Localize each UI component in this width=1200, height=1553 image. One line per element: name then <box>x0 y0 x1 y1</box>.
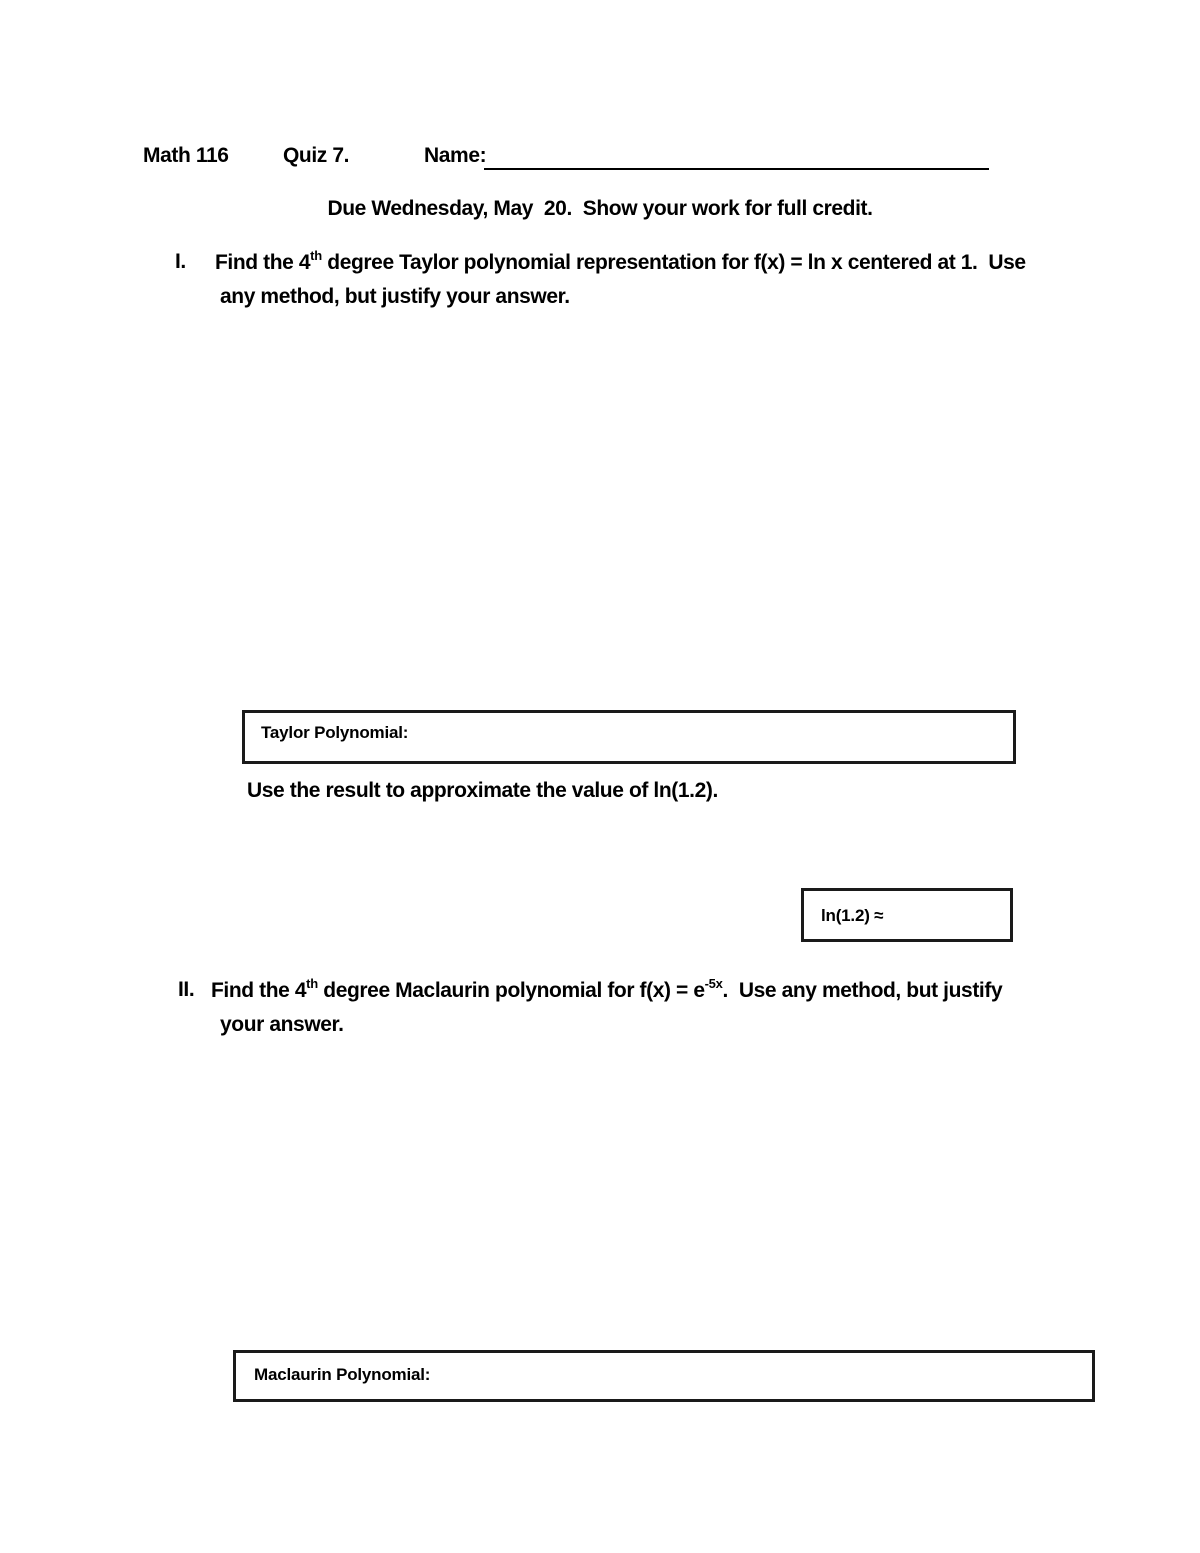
superscript-minus-5x: -5x <box>704 976 723 991</box>
problem1-line1-post: degree Taylor polynomial representation for f(x) = ln x centered at 1. Use <box>321 251 1026 274</box>
problem2-line1-pre: Find the 4 <box>211 979 307 1002</box>
course-title: Math 116 <box>143 144 229 167</box>
maclaurin-polynomial-answer-box[interactable] <box>233 1350 1095 1402</box>
approximation-instruction: Use the result to approximate the value of ln(1.2). <box>247 779 718 802</box>
problem1-line1 <box>215 249 1026 276</box>
ln-approximation-answer-box[interactable] <box>801 888 1013 942</box>
problem2-line1-mid: degree Maclaurin polynomial for f(x) = e <box>317 979 705 1002</box>
problem2-line2: your answer. <box>220 1013 344 1036</box>
problem2-numeral: II. <box>178 978 195 1001</box>
quiz-number: Quiz 7. <box>283 144 350 167</box>
name-label: Name: <box>424 144 487 167</box>
taylor-polynomial-label: Taylor Polynomial: <box>261 723 409 742</box>
superscript-th: th <box>310 248 322 263</box>
problem2-line1 <box>211 977 1002 1004</box>
problem1-numeral: I. <box>175 250 186 273</box>
maclaurin-polynomial-label: Maclaurin Polynomial: <box>254 1365 431 1384</box>
problem2-line1-post: . Use any method, but justify <box>722 979 1003 1002</box>
due-date-instruction: Due Wednesday, May 20. Show your work for full credit. <box>327 197 873 220</box>
ln-approximation-label: ln(1.2) ≈ <box>821 906 884 925</box>
name-blank-line[interactable] <box>484 146 989 170</box>
problem1-line2: any method, but justify your answer. <box>220 285 570 308</box>
superscript-th: th <box>306 976 318 991</box>
taylor-polynomial-answer-box[interactable] <box>242 710 1016 764</box>
problem1-line1-pre: Find the 4 <box>215 251 311 274</box>
